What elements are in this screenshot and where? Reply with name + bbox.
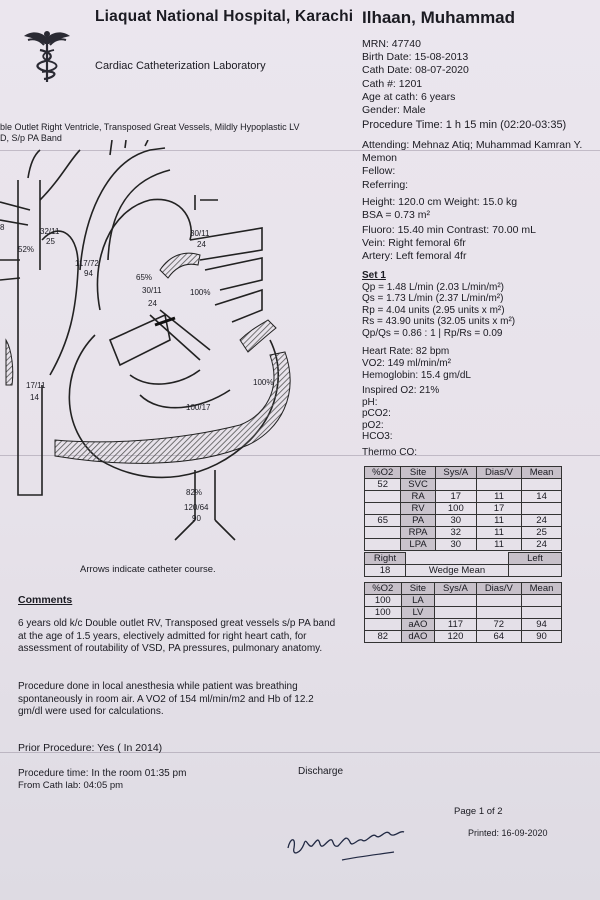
blood-gas <box>362 385 439 443</box>
label-30-11-rpa: 30/11 <box>190 229 210 238</box>
table1-cell: 11 <box>476 527 521 539</box>
signature <box>282 818 412 868</box>
artery: Artery: Left femoral 4fr <box>362 250 467 263</box>
table1-cell <box>365 527 401 539</box>
table1-header-cell: Dias/V <box>476 467 521 479</box>
table1-cell <box>365 539 401 551</box>
pressure-table-right <box>364 466 562 551</box>
label-32-11: 32/11 <box>40 227 60 236</box>
printed-date: Printed: 16-09-2020 <box>468 828 548 838</box>
wedge-left-label: Left <box>509 553 562 565</box>
wedge-right-value: 18 <box>365 565 406 577</box>
table1-header-cell: Sys/A <box>435 467 476 479</box>
table1-header-cell: %O2 <box>365 467 401 479</box>
label-24-pa: 24 <box>148 299 157 308</box>
label-24-rpa: 24 <box>197 240 206 249</box>
diagnosis-line-1: ble Outlet Right Ventricle, Transposed Great Vessels, Mildly Hypoplastic LV <box>0 122 300 132</box>
table2-cell: 90 <box>522 631 562 643</box>
label-117-72: 117/72 <box>75 259 99 268</box>
label-120-64: 120/64 <box>184 503 209 512</box>
table1-cell: 30 <box>435 515 476 527</box>
qs: Qs = 1.73 L/min (2.37 L/min/m²) <box>362 293 504 304</box>
wedge-right-label: Right <box>365 553 406 565</box>
table2-header-cell: Site <box>401 583 435 595</box>
table1-cell <box>365 503 401 515</box>
table-row <box>365 631 562 643</box>
label-17-11: 17/11 <box>26 381 46 390</box>
inspired-o2: Inspired O2: 21% <box>362 385 440 396</box>
staff-info <box>362 139 582 192</box>
table2-cell: 120 <box>435 631 476 643</box>
wedge-left-value <box>509 565 562 577</box>
ph: pH: <box>362 396 378 408</box>
table2-cell: aAO <box>401 619 435 631</box>
label-82: 82% <box>186 488 203 497</box>
pco2: pCO2: <box>362 408 391 419</box>
label-30-11-pa: 30/11 <box>142 286 162 295</box>
comments-title: Comments <box>18 594 73 606</box>
table1-cell: SVC <box>401 479 435 491</box>
age-at-cath: Age at cath: 6 years <box>362 90 456 103</box>
body-info <box>362 196 517 222</box>
label-14: 14 <box>30 393 39 402</box>
table2-cell: 72 <box>476 619 521 631</box>
rs: Rs = 43.90 units (32.05 units x m²) <box>362 316 516 327</box>
label-90: 90 <box>192 514 201 523</box>
table-row <box>365 515 562 527</box>
mrn: MRN: 47740 <box>362 38 421 50</box>
table1-cell: 30 <box>435 539 476 551</box>
table2-header-row <box>365 583 562 595</box>
label-25: 25 <box>46 237 55 246</box>
patient-info <box>362 38 469 117</box>
heart-diagram <box>0 140 345 560</box>
table2-cell <box>435 607 476 619</box>
table1-header-cell: Mean <box>522 467 562 479</box>
wedge-label: Wedge Mean <box>406 565 509 577</box>
table1-cell: 17 <box>435 491 476 503</box>
label-65: 65% <box>136 273 153 282</box>
table1-cell: RV <box>401 503 435 515</box>
table2-cell: 100 <box>365 595 402 607</box>
set-title: Set 1 <box>362 270 386 281</box>
table2-cell <box>476 595 521 607</box>
qp-qs-ratio: Qp/Qs = 0.86 : 1 | Rp/Rs = 0.09 <box>362 327 503 339</box>
label-52: 52% <box>18 245 35 254</box>
birth-date: Birth Date: 15-08-2013 <box>362 51 469 64</box>
height-weight: Height: 120.0 cm Weight: 15.0 kg <box>362 196 518 208</box>
table-row <box>365 619 562 631</box>
label-100-lv: 100% <box>253 378 274 387</box>
page-number: Page 1 of 2 <box>454 806 503 817</box>
label-94: 94 <box>84 269 93 278</box>
table1-cell: 65 <box>365 515 401 527</box>
table2-cell: 82 <box>365 631 402 643</box>
diagnosis-line-2: D, S/p PA Band <box>0 133 62 143</box>
table-row <box>365 503 562 515</box>
table2-cell: dAO <box>401 631 435 643</box>
po2: pO2: <box>362 419 384 431</box>
comments-text-1: 6 years old k/c Double outlet RV, Transposed great vessels s/p PA band at the age of 1.5 years, electively admitted for right heart cath, for assessment of routability of VSD, PA pressures, pulmonary anatomy. <box>18 618 336 654</box>
table2-header-cell: %O2 <box>365 583 402 595</box>
lab-name: Cardiac Catheterization Laboratory <box>95 60 266 72</box>
table2-cell <box>522 595 562 607</box>
hco3: HCO3: <box>362 431 393 442</box>
vitals <box>362 346 471 382</box>
label-100-la: 100% <box>190 288 211 297</box>
table1-cell: 11 <box>476 539 521 551</box>
vo2: VO2: 149 ml/min/m² <box>362 358 451 369</box>
diagram-caption: Arrows indicate catheter course. <box>80 564 216 575</box>
pressure-table-left <box>364 582 562 643</box>
label-100-17: 100/17 <box>186 403 211 412</box>
table1-cell: 24 <box>522 539 562 551</box>
table1-cell: 24 <box>522 515 562 527</box>
table2-cell: 100 <box>365 607 402 619</box>
fellow: Fellow: <box>362 165 396 178</box>
cath-number: Cath #: 1201 <box>362 77 423 90</box>
table1-cell: 52 <box>365 479 401 491</box>
table2-cell <box>435 595 476 607</box>
referring: Referring: <box>362 178 409 191</box>
table1-cell: RPA <box>401 527 435 539</box>
rp: Rp = 4.04 units (2.95 units x m²) <box>362 304 505 316</box>
table2-cell: 94 <box>522 619 562 631</box>
discharge-label: Discharge <box>298 766 344 777</box>
procedure-room-time: Procedure time: In the room 01:35 pm <box>18 768 187 779</box>
table2-cell <box>476 607 521 619</box>
table1-cell: 100 <box>435 503 476 515</box>
hospital-name: Liaquat National Hospital, Karachi <box>95 8 354 25</box>
attending: Attending: Mehnaz Atiq; Muhammad Kamran Y. <box>362 139 583 151</box>
qp: Qp = 1.48 L/min (2.03 L/min/m²) <box>362 281 505 293</box>
table1-cell <box>522 503 562 515</box>
procedure-time: Procedure Time: 1 h 15 min (02:20-03:35) <box>362 119 567 131</box>
table1-cell <box>476 479 521 491</box>
table2-cell: LA <box>401 595 435 607</box>
table-row <box>365 607 562 619</box>
table-row <box>365 491 562 503</box>
gender: Gender: Male <box>362 104 426 117</box>
table1-cell: 17 <box>476 503 521 515</box>
heart-rate: Heart Rate: 82 bpm <box>362 346 450 357</box>
table1-header-row <box>365 467 562 479</box>
table1-cell: 25 <box>522 527 562 539</box>
table1-cell: RA <box>401 491 435 503</box>
table1-cell: LPA <box>401 539 435 551</box>
hemodynamics <box>362 270 515 339</box>
table2-cell <box>522 607 562 619</box>
comments-text-2: Procedure done in local anesthesia while patient was breathing spontaneously in room air. A VO2 of 154 ml/min/m2 and Hb of 12.2 gm/dl were used for calculations. <box>18 681 314 717</box>
table-row <box>365 479 562 491</box>
hemoglobin: Hemoglobin: 15.4 gm/dL <box>362 370 471 381</box>
wedge-table <box>364 552 562 577</box>
cath-date: Cath Date: 08-07-2020 <box>362 64 469 77</box>
table1-cell: 11 <box>476 491 521 503</box>
table1-cell <box>522 479 562 491</box>
table1-header-cell: Site <box>401 467 435 479</box>
table2-header-cell: Mean <box>522 583 562 595</box>
from-cath-lab: From Cath lab: 04:05 pm <box>18 780 124 791</box>
patient-name: Ilhaan, Muhammad <box>362 8 516 27</box>
table2-cell <box>365 619 402 631</box>
table1-cell: 14 <box>522 491 562 503</box>
attending-cont: Memon <box>362 152 398 165</box>
table2-header-cell: Sys/A <box>435 583 476 595</box>
label-8: 8 <box>0 223 5 232</box>
prior-procedure: Prior Procedure: Yes ( In 2014) <box>18 742 163 754</box>
table1-cell: 32 <box>435 527 476 539</box>
table1-cell: 11 <box>476 515 521 527</box>
table-row <box>365 539 562 551</box>
table2-cell: 117 <box>435 619 476 631</box>
access-info <box>362 224 536 264</box>
thermo-co: Thermo CO: <box>362 447 418 458</box>
table-row <box>365 595 562 607</box>
table1-cell: PA <box>401 515 435 527</box>
caduceus-icon <box>22 26 72 84</box>
table1-cell <box>365 491 401 503</box>
vein: Vein: Right femoral 6fr <box>362 237 466 250</box>
table-row <box>365 527 562 539</box>
table2-header-cell: Dias/V <box>476 583 521 595</box>
table1-cell <box>435 479 476 491</box>
table2-cell: LV <box>401 607 435 619</box>
bsa: BSA = 0.73 m² <box>362 209 430 222</box>
table2-cell: 64 <box>476 631 521 643</box>
fluoro: Fluoro: 15.40 min Contrast: 70.00 mL <box>362 224 536 236</box>
